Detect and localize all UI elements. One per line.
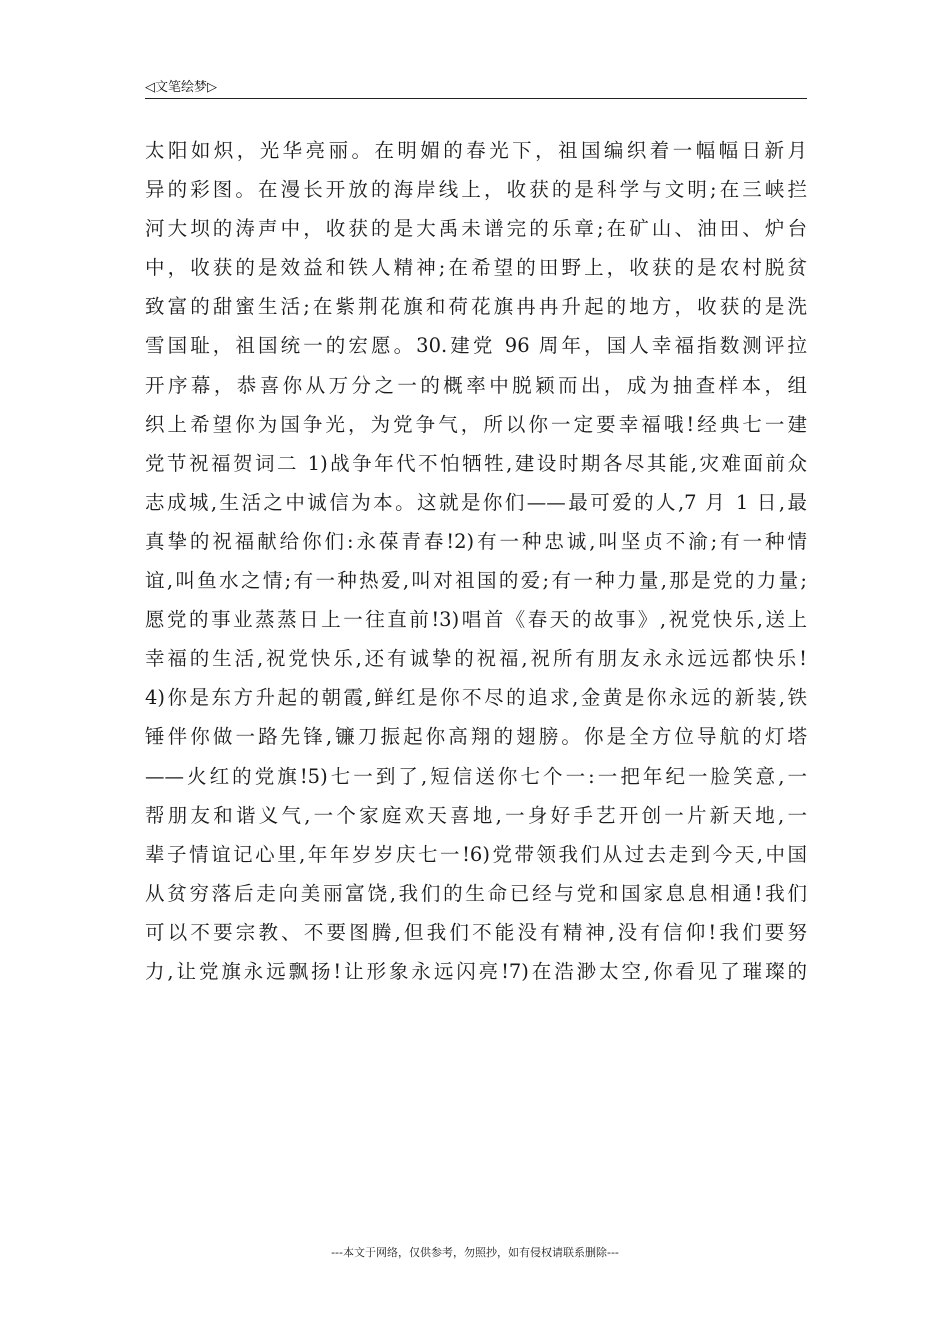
- text-line: 幸福的生活,祝党快乐,还有诚挚的祝福,祝所有朋友永永远远都快乐!: [145, 647, 807, 671]
- text-line: 织上希望你为国争光，为党争气，所以你一定要幸福哦!经典七一建: [145, 412, 807, 436]
- page-footer: ---本文于网络，仅供参考，勿照抄，如有侵权请联系删除---: [331, 1246, 619, 1259]
- text-line: ——火红的党旗!5)七一到了,短信送你七个一:一把年纪一脸笑意,一: [145, 764, 807, 788]
- text-line: 中，收获的是效益和铁人精神;在希望的田野上，收获的是农村脱贫: [145, 256, 807, 280]
- text-line: 志成城,生活之中诚信为本。这就是你们——最可爱的人,7 月 1 日,最: [145, 490, 807, 514]
- text-line: 可以不要宗教、不要图腾,但我们不能没有精神,没有信仰!我们要努: [145, 920, 807, 944]
- text-line: 锤伴你做一路先锋,镰刀振起你高翔的翅膀。你是全方位导航的灯塔: [145, 725, 807, 749]
- text-line: 帮朋友和谐义气,一个家庭欢天喜地,一身好手艺开创一片新天地,一: [145, 803, 807, 827]
- text-line: 愿党的事业蒸蒸日上一往直前!3)唱首《春天的故事》,祝党快乐,送上: [145, 608, 807, 632]
- text-line: 致富的甜蜜生活;在紫荆花旗和荷花旗冉冉升起的地方，收获的是洗: [145, 295, 807, 319]
- page-header: [145, 74, 807, 99]
- header-title: ◁文笔绘梦▷: [145, 80, 217, 95]
- body-text: [145, 131, 807, 991]
- text-line: 党节祝福贺词二 1)战争年代不怕牺牲,建设时期各尽其能,灾难面前众: [145, 451, 807, 475]
- text-line: 河大坝的涛声中，收获的是大禹未谱完的乐章;在矿山、油田、炉台: [145, 217, 807, 241]
- text-line: 辈子情谊记心里,年年岁岁庆七一!6)党带领我们从过去走到今天,中国: [145, 842, 807, 866]
- text-line: 谊,叫鱼水之情;有一种热爱,叫对祖国的爱;有一种力量,那是党的力量;: [145, 569, 807, 593]
- text-line: 雪国耻，祖国统一的宏愿。30.建党 96 周年，国人幸福指数测评拉: [145, 334, 807, 358]
- text-line: 真挚的祝福献给你们:永葆青春!2)有一种忠诚,叫坚贞不渝;有一种情: [145, 529, 807, 553]
- text-line: 异的彩图。在漫长开放的海岸线上，收获的是科学与文明;在三峡拦: [145, 178, 807, 202]
- text-line: 开序幕，恭喜你从万分之一的概率中脱颖而出，成为抽查样本，组: [145, 373, 807, 397]
- text-line: 力,让党旗永远飘扬!让形象永远闪亮!7)在浩渺太空,你看见了璀璨的: [145, 959, 807, 983]
- text-line: 从贫穷落后走向美丽富饶,我们的生命已经与党和国家息息相通!我们: [145, 881, 807, 905]
- text-line: 太阳如炽，光华亮丽。在明媚的春光下，祖国编织着一幅幅日新月: [145, 139, 807, 162]
- text-line: 4)你是东方升起的朝霞,鲜红是你不尽的追求,金黄是你永远的新装,铁: [145, 686, 807, 710]
